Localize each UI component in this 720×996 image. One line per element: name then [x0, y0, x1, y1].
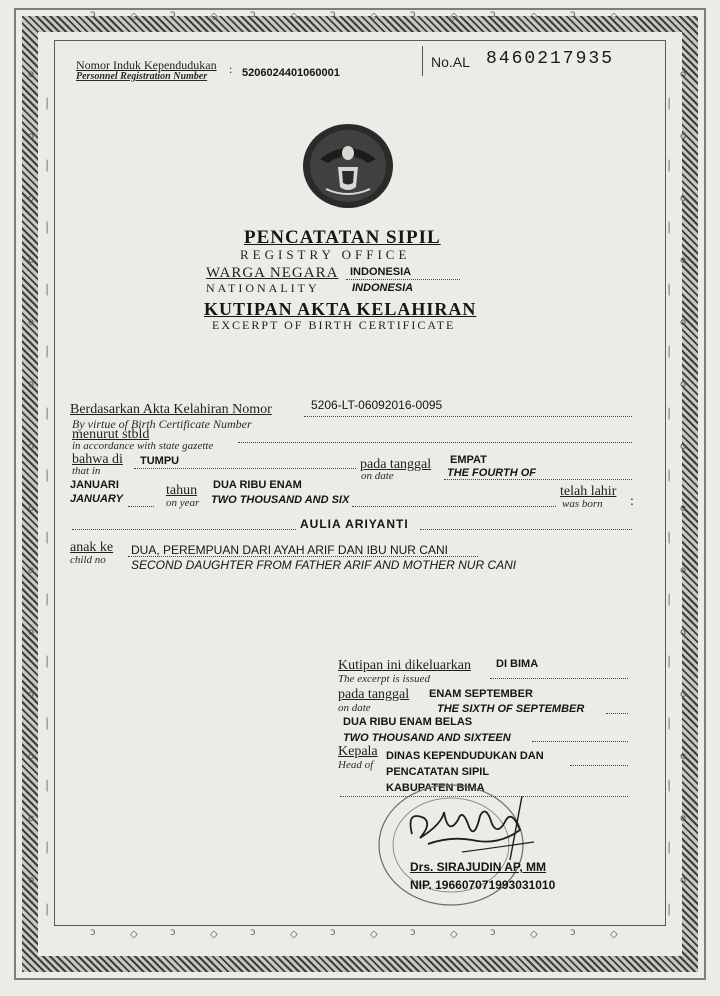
border-ornament: ɔ [170, 927, 176, 938]
border-ornament: ο [28, 317, 35, 328]
child-order-label-en: child no [70, 554, 106, 566]
issue-date-value-en: THE SIXTH OF SEPTEMBER [437, 703, 585, 715]
border-ornament: ◇ [610, 929, 618, 940]
nationality-label: WARGA NEGARA [206, 265, 339, 281]
issue-year-value: DUA RIBU ENAM BELAS [343, 716, 473, 728]
birth-month-value-en: JANUARY [70, 493, 123, 505]
official-nip: NIP. 196607071993031010 [410, 878, 556, 892]
border-ornament: │ [666, 285, 673, 296]
stbld-label: menurut stbld [72, 427, 150, 442]
stbld-label-en: in accordance with state gazette [72, 440, 214, 452]
border-ornament: │ [44, 843, 51, 854]
border-ornament: ◇ [610, 11, 618, 22]
head-label-en: Head of [338, 759, 374, 771]
issue-date-label-en: on date [338, 702, 371, 714]
nationality-label-en: NATIONALITY [206, 281, 320, 295]
birth-year-value-en: TWO THOUSAND AND SIX [211, 494, 350, 506]
birth-date-value: EMPAT [450, 454, 487, 466]
document-title-en: EXCERPT OF BIRTH CERTIFICATE [212, 318, 456, 332]
border-ornament: │ [44, 347, 51, 358]
issued-label-en: The excerpt is issued [338, 673, 430, 685]
border-ornament: ɔ [570, 927, 576, 938]
border-ornament: │ [44, 719, 51, 730]
border-ornament: ο [680, 875, 687, 886]
border-ornament: ο [680, 69, 687, 80]
border-ornament: │ [44, 471, 51, 482]
border-ornament: ο [680, 627, 687, 638]
birth-year-label-en: on year [166, 497, 200, 509]
place-label-en: that in [72, 465, 101, 477]
issued-place-value: DI BIMA [496, 658, 539, 670]
border-ornament: │ [666, 161, 673, 172]
child-order-value-en: SECOND DAUGHTER FROM FATHER ARIF AND MOTHER NUR CANI [131, 558, 517, 572]
nik-label: Nomor Induk Kependudukan [76, 58, 217, 72]
border-ornament: ο [28, 627, 35, 638]
birth-date-value-en: THE FOURTH OF [447, 467, 537, 479]
border-ornament: │ [666, 905, 673, 916]
nik-value: 5206024401060001 [242, 67, 340, 79]
border-ornament: │ [666, 347, 673, 358]
doc-number-value: 8460217935 [486, 49, 615, 69]
child-order-value: DUA, PEREMPUAN DARI AYAH ARIF DAN IBU NUR CANI [131, 543, 448, 557]
border-ornament: ɔ [490, 927, 496, 938]
birth-year-value: DUA RIBU ENAM [213, 479, 302, 491]
border-ornament: ο [28, 69, 35, 80]
issued-label: Kutipan ini dikeluarkan [338, 658, 471, 673]
border-ornament: ο [28, 131, 35, 142]
border-ornament: │ [44, 285, 51, 296]
border-ornament: ɔ [250, 927, 256, 938]
divider [422, 46, 423, 76]
border-ornament: ◇ [450, 11, 458, 22]
border-ornament: ο [680, 379, 687, 390]
issue-date-label: pada tanggal [338, 687, 410, 702]
border-ornament: ◇ [370, 11, 378, 22]
border-ornament: ◇ [370, 929, 378, 940]
issue-year-value-en: TWO THOUSAND AND SIXTEEN [343, 732, 511, 744]
border-ornament: │ [44, 781, 51, 792]
official-name: Drs. SIRAJUDIN AP, MM [410, 860, 547, 874]
border-ornament: ◇ [290, 11, 298, 22]
border-ornament: ο [680, 503, 687, 514]
birth-place-value: TUMPU [140, 455, 180, 467]
border-ornament: ◇ [530, 929, 538, 940]
head-office-line-1: DINAS KEPENDUDUKAN DAN [386, 750, 544, 762]
border-ornament: ◇ [530, 11, 538, 22]
act-label-en: By virtue of Birth Certificate Number [72, 417, 252, 431]
border-ornament: ο [28, 565, 35, 576]
birth-date-label: pada tanggal [360, 457, 432, 472]
border-ornament: ◇ [210, 929, 218, 940]
border-ornament: ο [28, 751, 35, 762]
child-name-value: AULIA ARIYANTI [300, 517, 409, 531]
border-ornament: ο [680, 255, 687, 266]
border-ornament: ο [28, 255, 35, 266]
border-ornament: ο [680, 565, 687, 576]
border-ornament: ο [28, 503, 35, 514]
border-ornament: │ [666, 843, 673, 854]
border-ornament: ◇ [130, 929, 138, 940]
border-ornament: │ [666, 223, 673, 234]
border-ornament: │ [666, 471, 673, 482]
border-ornament: ɔ [250, 9, 256, 20]
head-label: Kepala [338, 744, 378, 759]
border-ornament: ɔ [330, 927, 336, 938]
border-ornament: │ [666, 409, 673, 420]
nationality-value-en: INDONESIA [352, 282, 414, 294]
border-ornament: │ [44, 595, 51, 606]
born-label: telah lahir [560, 484, 617, 499]
doc-number-label: No.AL [431, 54, 470, 70]
border-ornament: ◇ [290, 929, 298, 940]
border-ornament: ο [28, 813, 35, 824]
border-ornament: ɔ [490, 9, 496, 20]
act-number-value: 5206-LT-06092016-0095 [311, 398, 443, 412]
document-title: KUTIPAN AKTA KELAHIRAN [204, 299, 477, 319]
border-ornament: ο [680, 131, 687, 142]
border-ornament: ɔ [410, 927, 416, 938]
nationality-value: INDONESIA [350, 266, 412, 278]
border-ornament: ɔ [170, 9, 176, 20]
border-ornament: ◇ [210, 11, 218, 22]
border-ornament: │ [44, 161, 51, 172]
head-office-line-2: PENCATATAN SIPIL [386, 766, 490, 778]
border-ornament: ɔ [570, 9, 576, 20]
birth-month-value: JANUARI [70, 479, 119, 491]
border-ornament: │ [666, 657, 673, 668]
birth-year-label: tahun [166, 483, 198, 498]
border-ornament: ο [28, 379, 35, 390]
issue-date-value: ENAM SEPTEMBER [429, 688, 533, 700]
border-ornament: ɔ [90, 927, 96, 938]
border-ornament: ο [680, 441, 687, 452]
border-ornament: │ [666, 533, 673, 544]
signature [402, 790, 552, 866]
place-label: bahwa di [72, 452, 123, 467]
border-ornament: │ [44, 533, 51, 544]
border-ornament: │ [666, 595, 673, 606]
border-ornament: ο [680, 689, 687, 700]
border-ornament: │ [44, 657, 51, 668]
border-ornament: │ [666, 99, 673, 110]
border-ornament: │ [44, 223, 51, 234]
act-label: Berdasarkan Akta Kelahiran Nomor [70, 402, 272, 417]
child-order-label: anak ke [70, 540, 114, 555]
head-office-line-3: KABUPATEN BIMA [386, 782, 485, 794]
office-title: PENCATATAN SIPIL [244, 227, 441, 248]
border-ornament: ɔ [90, 9, 96, 20]
nik-label-en: Personnel Registration Number [76, 71, 208, 82]
born-label-en: was born [562, 498, 603, 510]
border-ornament: ο [28, 689, 35, 700]
border-ornament: ɔ [330, 9, 336, 20]
border-ornament: ο [680, 317, 687, 328]
border-ornament: ο [28, 875, 35, 886]
birth-date-label-en: on date [361, 470, 394, 482]
border-ornament: ◇ [450, 929, 458, 940]
border-ornament: │ [666, 719, 673, 730]
garuda-emblem-icon [302, 123, 394, 209]
border-ornament: │ [44, 905, 51, 916]
border-ornament: ο [680, 751, 687, 762]
border-ornament: │ [44, 99, 51, 110]
birth-certificate: ɔ ◇ ɔ ◇ ɔ ◇ ɔ ◇ ɔ ◇ ɔ ◇ ɔ ◇ ɔ ◇ ɔ ◇ ɔ ◇ ɔ ◇ ɔ ◇ ɔ ◇ ɔ ◇ ο ο │ │ ο ο │ │ ο ο │ │ ο ο │ │ ο ο │ │ ο ο │ │ ο ο │ │ ο ο │ │ ο ο │ │ ο ο │ │ ο ο │ │ ο ο │ │ ο ο │ │ ο ο │ │ Nomor Induk Kependudukan Personnel Registration Number : 5206024401060001 No.AL 8460217935 PENCATATAN SIPIL REGISTRY OFFICE WARGA NEGARA NATIONALITY INDONESIA INDONESIA KUTIPAN AKTA KELAHIRAN EXCERPT OF BIRTH CERTIFICATE Berdasarkan Akta Kelahiran Nomor By virtue of Birth Certificate Number 5206-LT-06092016-0095 menurut stbld in accordance with state gazette bahwa di that in TUMPU pada tanggal on date EMPAT THE FOURTH OF JANUARI JANUARY tahun on year DUA RIBU ENAM TWO THOUSAND AND SIX telah lahir was born : AULIA ARIYANTI anak ke child no DUA, PEREMPUAN DARI AYAH ARIF DAN IBU NUR CANI SECOND DAUGHTER FROM FATHER ARIF AND MOTHER NUR CANI Kutipan ini dikeluarkan The excerpt is issued DI BIMA pada tanggal on date ENAM SEPTEMBER THE SIXTH OF SEPTEMBER DUA RIBU ENAM BELAS TWO THOUSAND AND SIXTEEN Kepala Head of DINAS KEPENDUDUKAN DAN PENCATATAN SIPIL KABUPATEN BIMA Drs. SIRAJUDIN AP, MM NIP. 196607071993031010 [0, 0, 720, 996]
border-ornament: ο [28, 193, 35, 204]
border-ornament: ο [28, 441, 35, 452]
border-ornament: │ [666, 781, 673, 792]
border-ornament: ɔ [410, 9, 416, 20]
border-ornament: ◇ [130, 11, 138, 22]
office-title-en: REGISTRY OFFICE [240, 247, 411, 262]
border-ornament: ο [680, 813, 687, 824]
border-ornament: ο [680, 193, 687, 204]
border-ornament: │ [44, 409, 51, 420]
